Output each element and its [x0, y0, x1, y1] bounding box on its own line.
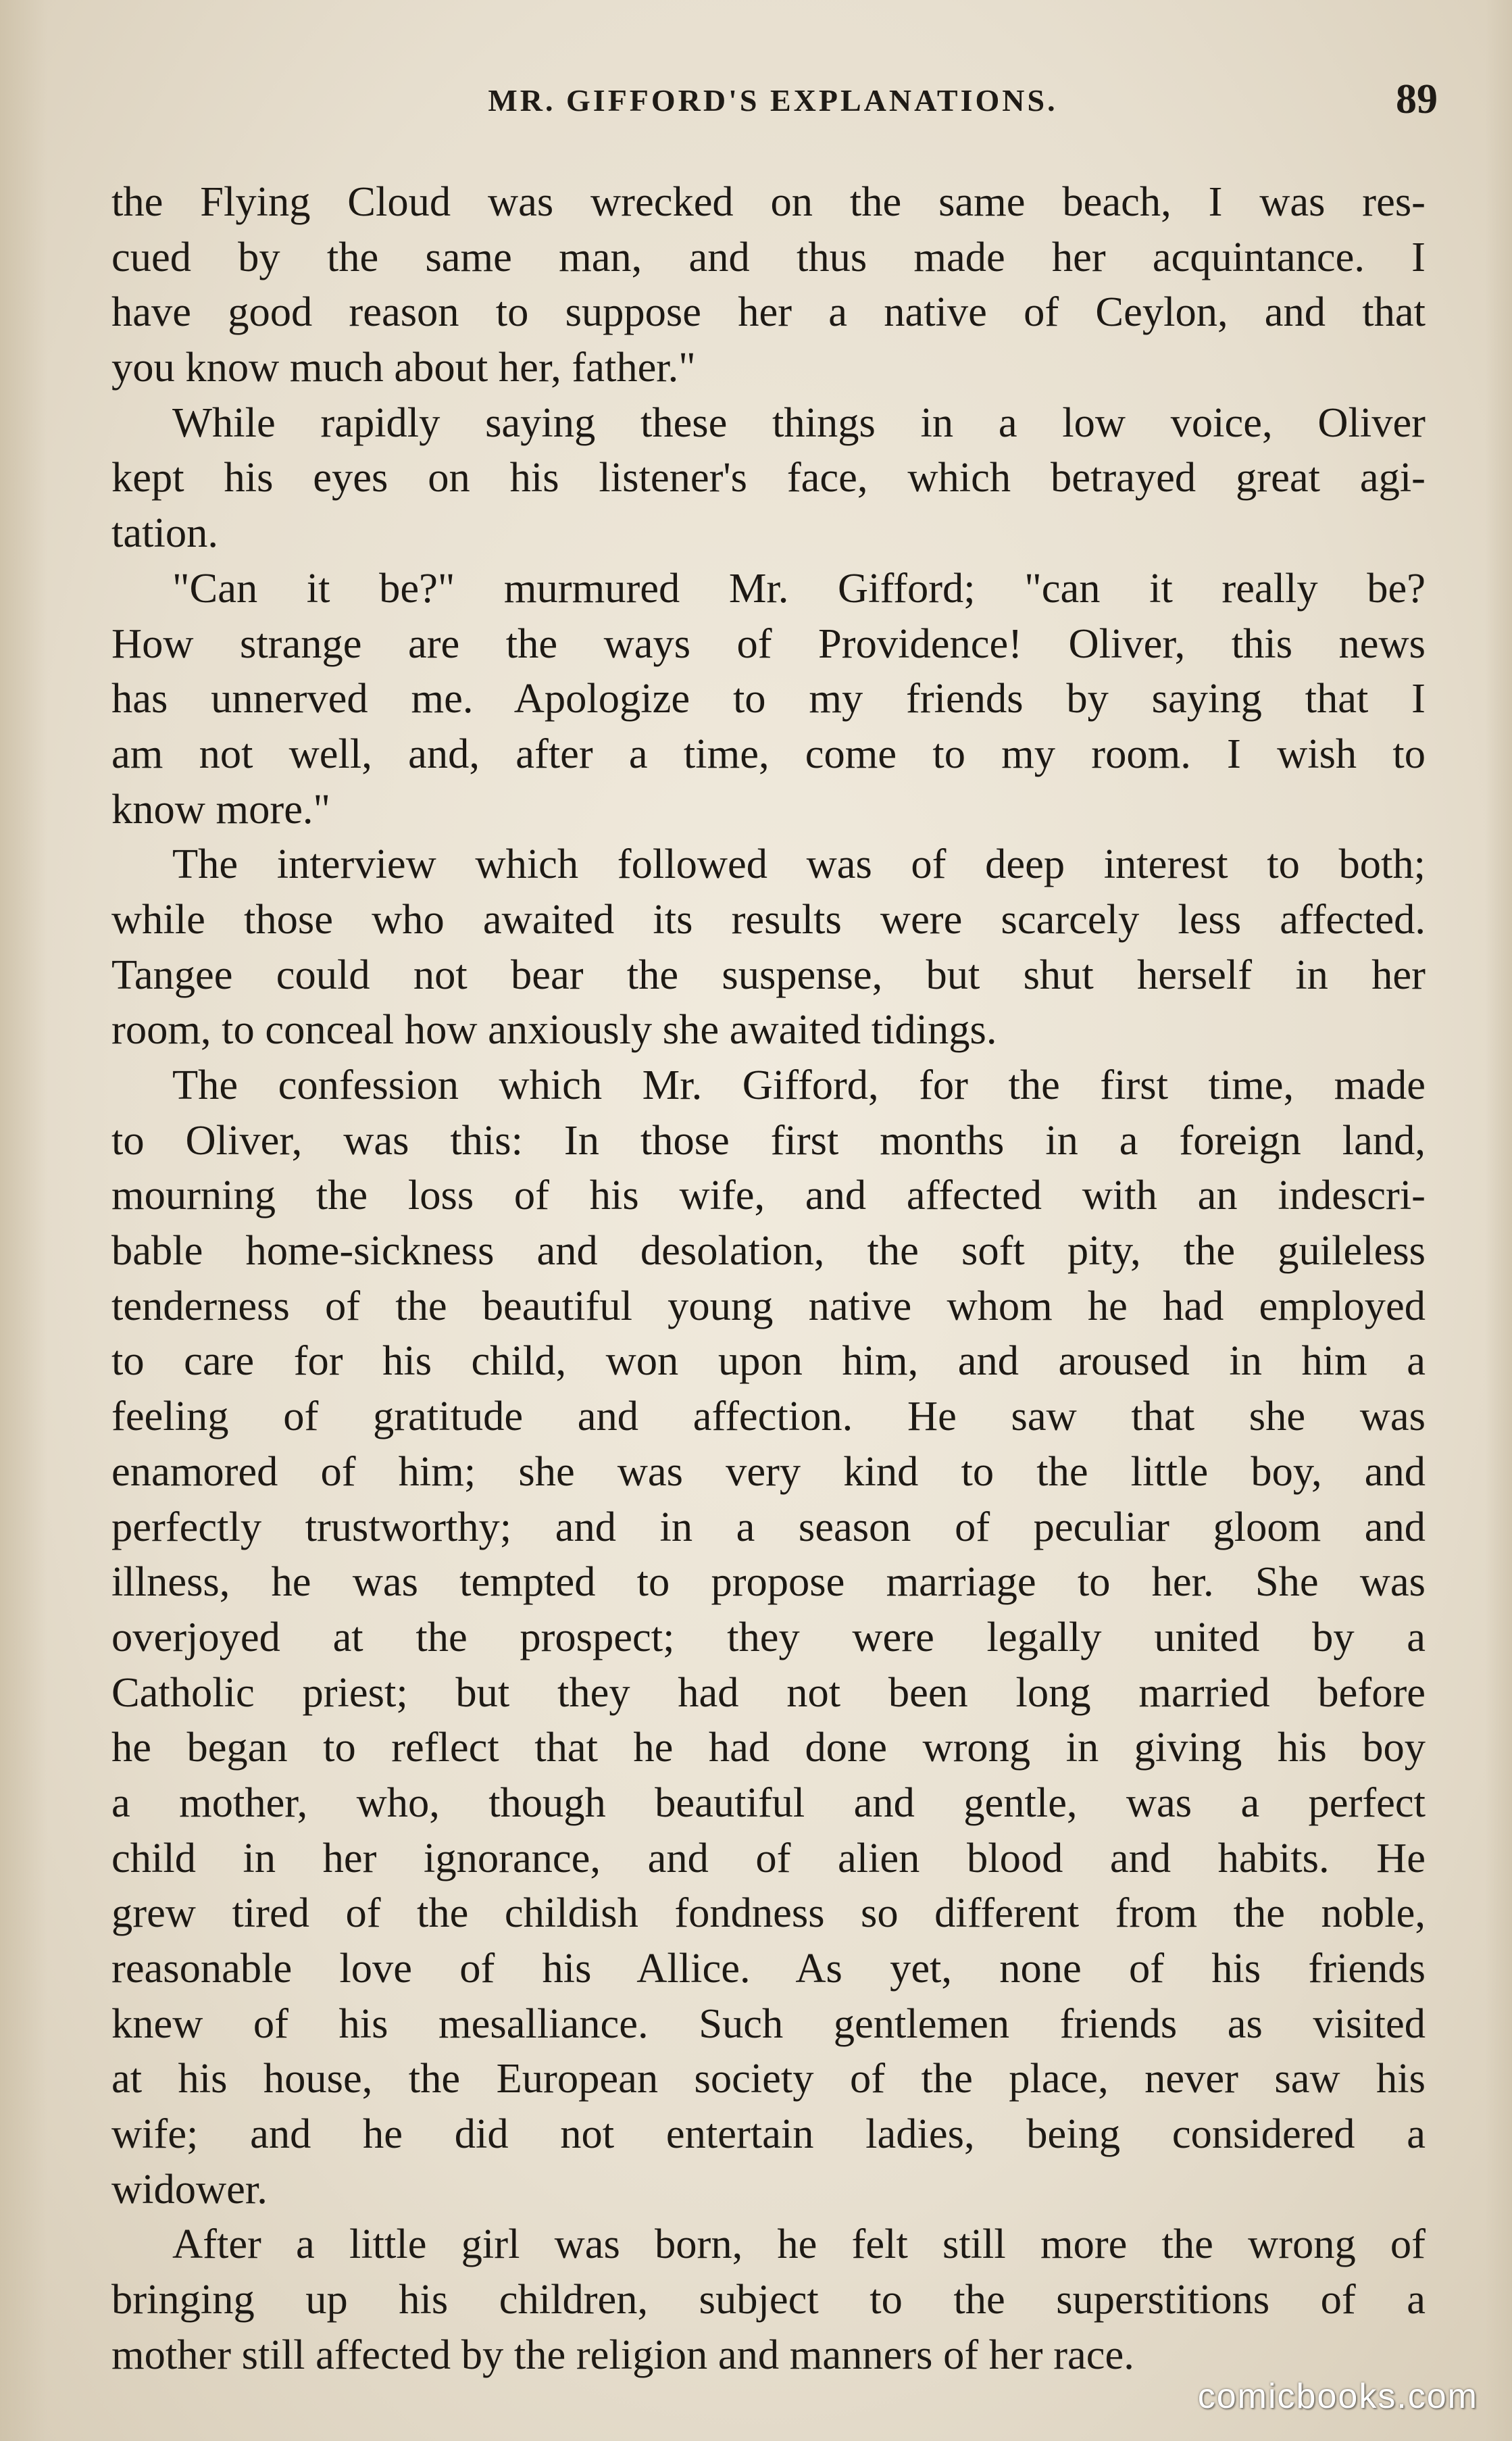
text-line: child in her ignorance, and of alien blood and habits. He: [111, 1833, 1426, 1881]
text-line: room, to conceal how anxiously she awaited tidings.: [111, 1006, 997, 1054]
text-line: has unnerved me. Apologize to my friends by saying that I: [111, 674, 1426, 722]
text-line: am not well, and, after a time, come to my room. I wish to: [111, 729, 1426, 777]
text-line: at his house, the European society of the place, never saw his: [111, 2054, 1426, 2102]
text-line: How strange are the ways of Providence! Oliver, this news: [111, 619, 1426, 667]
text-line: bringing up his children, subject to the superstitions of a: [111, 2275, 1426, 2323]
text-line: cued by the same man, and thus made her acquintance. I: [111, 232, 1426, 280]
text-line: widower.: [111, 2165, 268, 2213]
text-line: bable home-sickness and desolation, the soft pity, the guileless: [111, 1227, 1426, 1275]
text-line: tenderness of the beautiful young native whom he had employed: [111, 1281, 1426, 1329]
text-line: tation.: [111, 509, 218, 557]
text-line: knew of his mesalliance. Such gentlemen friends as visited: [111, 1999, 1426, 2047]
text-line: kept his eyes on his listener's face, which betrayed great agi-: [111, 453, 1426, 501]
text-line: know more.": [111, 785, 331, 833]
text-line: grew tired of the childish fondness so different from the noble,: [111, 1889, 1426, 1937]
text-line: feeling of gratitude and affection. He saw that she was: [111, 1392, 1426, 1440]
text-line: While rapidly saying these things in a low voice, Oliver: [172, 398, 1426, 446]
text-line: a mother, who, though beautiful and gentle, was a perfect: [111, 1778, 1426, 1826]
watermark: comicbooks.com: [1197, 2377, 1478, 2416]
text-line: to Oliver, was this: In those first months in a foreign land,: [111, 1116, 1426, 1164]
text-line: perfectly trustworthy; and in a season of peculiar gloom and: [111, 1502, 1426, 1550]
text-line: Catholic priest; but they had not been long married before: [111, 1668, 1426, 1716]
text-line: mourning the loss of his wife, and affected with an indescri-: [111, 1171, 1426, 1219]
text-line: illness, he was tempted to propose marriage to her. She was: [111, 1558, 1426, 1606]
text-line: Tangee could not bear the suspense, but shut herself in her: [111, 950, 1426, 998]
text-line: while those who awaited its results were scarcely less affected.: [111, 895, 1426, 943]
text-line: to care for his child, won upon him, and aroused in him a: [111, 1337, 1426, 1385]
text-line: The confession which Mr. Gifford, for the first time, made: [172, 1061, 1426, 1108]
text-line: enamored of him; she was very kind to the little boy, and: [111, 1447, 1426, 1495]
text-line: The interview which followed was of deep interest to both;: [172, 840, 1426, 888]
text-line: "Can it be?" murmured Mr. Gifford; "can it really be?: [172, 564, 1426, 612]
running-header: [108, 76, 1438, 130]
body-text: [111, 174, 1426, 2383]
text-line: you know much about her, father.": [111, 343, 696, 391]
text-line: wife; and he did not entertain ladies, being considered a: [111, 2110, 1426, 2158]
running-title: MR. GIFFORD'S EXPLANATIONS.: [488, 83, 1058, 118]
text-line: After a little girl was born, he felt still more the wrong of: [172, 2220, 1426, 2268]
text-line: overjoyed at the prospect; they were legally united by a: [111, 1612, 1426, 1660]
text-line: have good reason to suppose her a native of Ceylon, and that: [111, 288, 1426, 336]
text-line: reasonable love of his Allice. As yet, none of his friends: [111, 1944, 1426, 1992]
page-number: 89: [1396, 76, 1438, 122]
text-line: mother still affected by the religion and manners of her race.: [111, 2330, 1134, 2378]
text-line: he began to reflect that he had done wrong in giving his boy: [111, 1723, 1426, 1771]
text-line: the Flying Cloud was wrecked on the same beach, I was res-: [111, 178, 1426, 225]
